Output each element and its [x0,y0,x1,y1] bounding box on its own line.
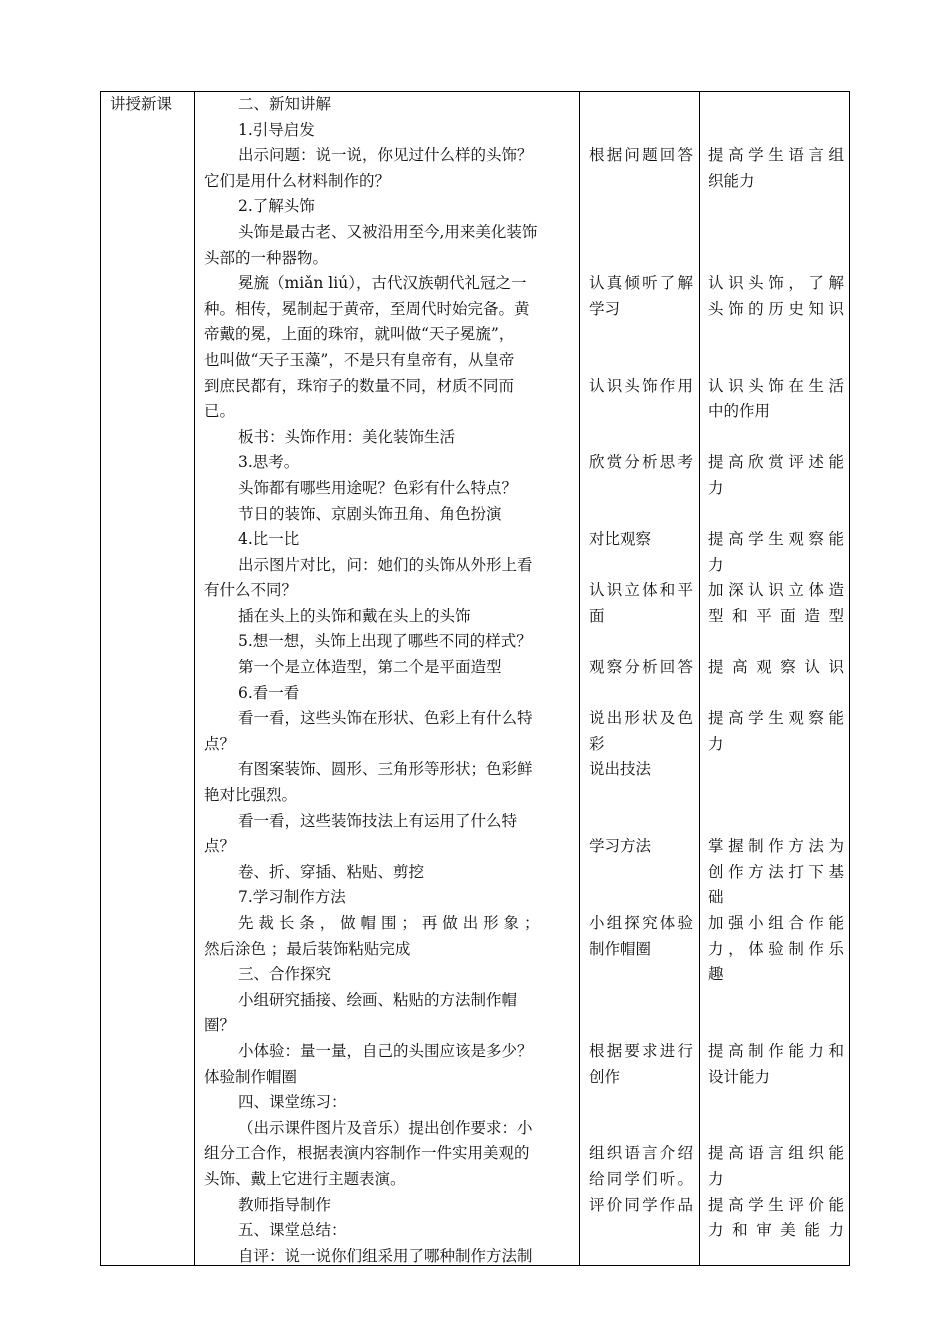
content-line: 教师指导制作 [238,1195,332,1214]
student-activity-line: 小组探究体验 [589,914,693,932]
student-activity-line: 评价同学作品 [589,1195,693,1214]
content-line: 2.了解头饰 [238,197,315,216]
design-intent-line [708,757,844,783]
student-activity-line [589,681,693,707]
content-line: 出示图片对比，问：她们的头饰从外形上看 [238,555,533,574]
content-line: 头饰都有哪些用途呢？色彩有什么特点？ [238,478,518,497]
stage-cell [110,92,194,118]
content-line: 点？ [204,734,236,753]
teaching-content-column [204,92,574,1269]
content-line: 看一看，这些头饰在形状、色彩上有什么特 [238,709,533,728]
student-activity-line [589,220,693,246]
design-intent-line: 力 [708,555,724,574]
content-line: 自评：说一说你们组采用了哪种制作方法制 [238,1246,533,1265]
student-activity-line [589,399,693,425]
content-line: 冕旒（miǎn liú），古代汉族朝代礼冠之一 [238,274,527,293]
content-line: 也叫做“天子玉藻”，不是只有皇帝有，从皇帝 [204,350,515,369]
column-divider [194,91,195,1266]
design-intent-line: 提高语言组织能 [708,1144,844,1163]
student-activity-line: 根据问题回答 [589,146,693,165]
design-intent-line: 础 [708,888,724,907]
content-line: 到庶民都有，珠帘子的数量不同，材质不同而 [204,376,515,395]
student-activity-line: 学习方法 [589,837,652,856]
design-intent-line [708,1116,844,1142]
student-activity-line [589,988,693,1014]
content-line: 6.看一看 [238,683,300,702]
content-line: 节日的装饰、京剧头饰丑角、角色扮演 [238,504,502,523]
student-activity-line [589,476,693,502]
design-intent-line [708,502,844,528]
content-line: 看一看，这些装饰技法上有运用了什么特 [238,811,518,830]
student-activity-line [589,783,693,809]
design-intent-line: 力，体验制作乐 [708,939,844,958]
design-intent-line: 提高欣赏评述能 [708,453,844,472]
content-line: 出示问题：说一说，你见过什么样的头饰？ [238,146,533,165]
content-line: 体验制作帽圈 [204,1067,298,1086]
student-activity-line [589,860,693,886]
content-line: 有什么不同？ [204,581,298,600]
student-activity-line: 制作帽圈 [589,939,652,958]
content-line: 小组研究插接、绘画、粘贴的方法制作帽 [238,990,518,1009]
student-activity-line: 说出形状及色 [589,709,693,728]
student-activity-line [589,1244,693,1270]
student-activity-line [589,246,693,272]
design-intent-line: 织能力 [708,171,755,190]
student-activity-column [589,92,693,1269]
design-intent-line: 认识头饰，了解 [708,274,844,293]
student-activity-line [589,502,693,528]
design-intent-line [708,629,844,655]
student-activity-line: 创作 [589,1067,621,1086]
design-intent-line: 提高观察认识 [708,658,844,677]
content-line: 组分工合作，根据表演内容制作一件实用美观的 [204,1144,530,1163]
student-activity-line: 学习 [589,299,621,318]
content-line: 头部的一种器物。 [204,248,329,267]
content-line: 种。相传，冕制起于黄帝，至周代时始完备。黄 [204,299,530,318]
design-intent-line [708,1013,844,1039]
content-line: 5.想一想，头饰上出现了哪些不同的样式？ [238,632,532,651]
design-intent-line [708,322,844,348]
student-activity-line [589,322,693,348]
design-intent-line [708,118,844,144]
student-activity-line: 面 [589,606,605,625]
design-intent-line: 加深认识立体造 [708,581,844,600]
design-intent-line [708,988,844,1014]
student-activity-line [589,169,693,195]
design-intent-line: 提高学生观察能 [708,709,844,728]
content-line: 第一个是立体造型，第二个是平面造型 [238,658,502,677]
content-line: 板书：头饰作用：美化装饰生活 [238,427,456,446]
content-line: 卷、折、穿插、粘贴、剪挖 [238,862,425,881]
content-line: 然后涂色 ；最后装饰粘贴完成 [204,939,411,958]
design-intent-line: 力 [708,478,724,497]
content-line: 头饰是最古老、又被沿用至今,用来美化装饰 [238,222,538,241]
design-intent-line: 趣 [708,965,724,984]
content-line: 先 裁 长 条 ， 做 帽 围 ； 再 做 出 形 象 ； [238,914,540,932]
student-activity-line: 观察分析回答 [589,658,693,677]
student-activity-line [589,194,693,220]
design-intent-line [708,348,844,374]
design-intent-line [708,194,844,220]
design-intent-line [708,246,844,272]
student-activity-line: 认真倾听了解 [589,274,693,293]
student-activity-line: 说出技法 [589,760,652,779]
content-line: 点？ [204,837,236,856]
stage-label: 讲授新课 [110,95,173,113]
design-intent-line: 掌握制作方法为 [708,837,844,856]
design-intent-line: 设计能力 [708,1067,771,1086]
content-line: 帝戴的冕，上面的珠帘，就叫做“天子冕旒”， [204,325,515,344]
design-intent-line: 提高学生评价能 [708,1195,844,1214]
design-intent-line: 提高学生语言组 [708,146,844,165]
design-intent-line [708,425,844,451]
content-line: （出示课件图片及音乐）提出创作要求：小 [238,1118,533,1137]
student-activity-line [589,962,693,988]
content-line: 小体验：量一量，自己的头围应该是多少？ [238,1041,533,1060]
content-line: 有图案装饰、圆形、三角形等形状；色彩鲜 [238,760,533,779]
column-divider [579,91,580,1266]
content-line: 它们是用什么材料制作的？ [204,171,391,190]
student-activity-line [589,1013,693,1039]
design-intent-line: 加强小组合作能 [708,914,844,932]
student-activity-line: 给同学们听。 [589,1169,693,1188]
design-intent-line: 型和平面造型 [708,606,844,625]
design-intent-line [708,783,844,809]
student-activity-line [589,1218,693,1244]
column-divider [699,91,700,1266]
student-activity-line: 认识头饰作用 [589,376,693,395]
design-intent-line [708,681,844,707]
student-activity-line: 对比观察 [589,530,652,549]
design-intent-line: 力 [708,734,724,753]
student-activity-line [589,629,693,655]
student-activity-line [589,425,693,451]
content-line: 4.比一比 [238,530,300,549]
content-line: 圈？ [204,1016,236,1035]
content-line: 三、合作探究 [238,965,332,984]
student-activity-line: 欣赏分析思考 [589,453,693,472]
student-activity-line [589,92,693,118]
design-intent-line [708,809,844,835]
content-line: 7.学习制作方法 [238,888,346,907]
student-activity-line: 组织语言介绍 [589,1144,693,1163]
design-intent-line: 头饰的历史知识 [708,299,844,318]
student-activity-line: 彩 [589,734,605,753]
content-line: 3.思考。 [238,453,300,472]
student-activity-line [589,885,693,911]
design-intent-line [708,1090,844,1116]
student-activity-line [589,348,693,374]
design-intent-line: 中的作用 [708,402,771,421]
content-line: 头饰、戴上它进行主题表演。 [204,1169,406,1188]
student-activity-line [589,1090,693,1116]
design-intent-line [708,92,844,118]
design-intent-column [708,92,844,1269]
student-activity-line: 根据要求进行 [589,1041,693,1060]
content-line: 四、课堂练习： [238,1093,347,1112]
student-activity-line [589,118,693,144]
content-line: 五、课堂总结： [238,1221,347,1240]
content-line: 艳对比强烈。 [204,786,298,805]
design-intent-line: 认识头饰在生活 [708,376,844,395]
student-activity-line [589,553,693,579]
content-line: 二、新知讲解 [238,95,332,113]
design-intent-line: 力和审美能力 [708,1221,844,1240]
student-activity-line [589,1116,693,1142]
design-intent-line [708,220,844,246]
content-line: 已。 [204,402,236,421]
design-intent-line: 创作方法打下基 [708,862,844,881]
design-intent-line: 提高制作能力和 [708,1041,844,1060]
design-intent-line: 提高学生观察能 [708,530,844,549]
student-activity-line [589,809,693,835]
design-intent-line [708,1244,844,1270]
content-line: 1.引导启发 [238,120,315,139]
design-intent-line: 力 [708,1169,724,1188]
student-activity-line: 认识立体和平 [589,581,693,600]
content-line: 插在头上的头饰和戴在头上的头饰 [238,606,471,625]
